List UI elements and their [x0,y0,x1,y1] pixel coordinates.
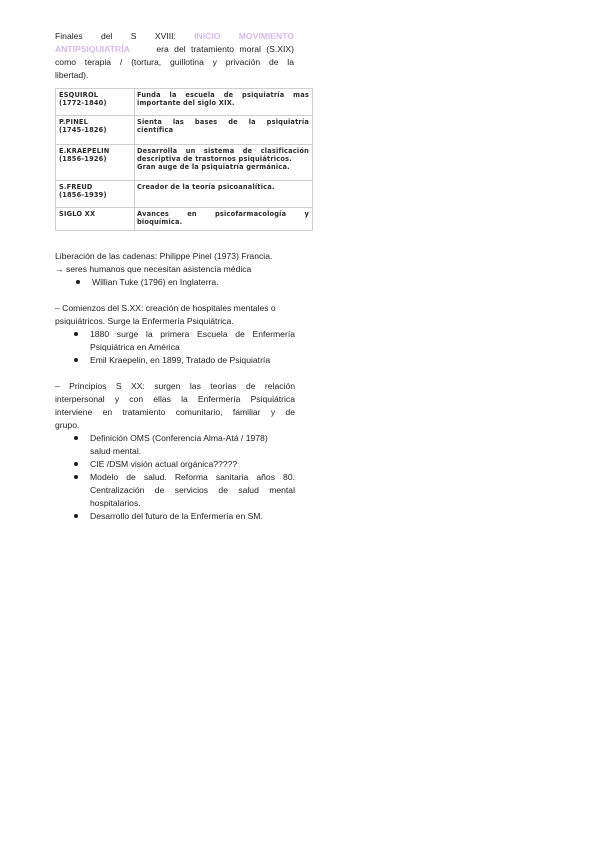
table-row [56,115,312,145]
principios-bullets [90,432,295,523]
liberacion-paragraph [55,250,305,276]
intro-line-3: como terapia / (tortura, guillotina y privación de la [55,57,294,67]
bullet-icon [74,332,78,336]
list-item-text: hospitalarios. [90,498,141,508]
bullet-icon [74,462,78,466]
table-desc-cell [137,147,309,171]
desc-line: Sienta las bases de la psiquiatría [137,118,309,126]
desc-line: Gran auge de la psiquiatría germánica. [137,163,290,171]
list-item [92,276,302,289]
desc-line: Desarrolla un sistema de clasificación [137,147,309,155]
list-item-text: Emil Kraepelin, en 1899, Tratado de Psiquiatría [90,355,271,365]
table-name-cell [59,147,131,163]
intro-line-2 [55,43,294,56]
list-item-text: Modelo de salud. Reforma sanitaria años 80. [90,472,295,482]
intro-line-4: libertad). [55,70,89,80]
name-line: S.FREUD [59,183,93,191]
list-item [90,510,295,523]
list-item [90,328,295,354]
bullet-icon [76,280,80,284]
list-item [90,432,295,458]
list-item-text: CIE /DSM visión actual orgánica????? [90,459,238,469]
name-line: SIGLO XX [59,210,96,218]
principios-line: interviene en tratamiento comunitario, familiar y de [55,407,295,417]
date-line: (1772-1840) [59,99,107,107]
bullet-icon [74,475,78,479]
desc-line: importante del siglo XIX. [137,99,235,107]
table-desc-cell [137,91,309,107]
comienzos-line-2: psiquiátricos. Surge la Enfermería Psiquiátrica. [55,316,234,326]
desc-line: Creador de la teoría psicoanalítica. [137,183,275,191]
list-item-text: Centralización de servicios de salud mental [90,485,295,495]
desc-line: descriptiva de trastornos psiquiátricos. [137,155,292,163]
bullet-icon [74,358,78,362]
table-desc-cell [137,183,309,191]
desc-line: científica [137,126,174,134]
liberacion-line-1: Liberación de las cadenas: Philippe Pinel (1973) Francia. [55,251,273,261]
liberacion-line-2: → seres humanos que necesitan asistencia médica [55,264,252,274]
comienzos-paragraph [55,302,305,328]
principios-line: interpersonal y con ellas la Enfermería Psiquiátrica [55,394,295,404]
intro-word: Finales [55,31,83,41]
highlight-word: MOVIMIENTO [238,31,294,41]
date-line: (1745-1826) [59,126,107,134]
table-name-cell [59,118,131,134]
table-name-cell [59,210,131,218]
date-line: (1856-1939) [59,191,107,199]
history-table [55,88,313,231]
table-desc-cell [137,210,309,226]
comienzos-bullets [90,328,295,367]
principios-line: – Principios S XX: surgen las teorías de relación [55,381,295,391]
principios-line: grupo. [55,420,80,430]
list-item-text: Willian Tuke (1796) en Inglaterra. [92,277,219,287]
intro-line-1 [55,30,294,43]
intro-word: XVIII: [154,31,176,41]
list-item-text: Psiquiátrica en América [90,342,180,352]
bullet-icon [74,514,78,518]
list-item-text: Definición OMS (Conferencia Alma-Atá / 1978) [90,433,268,443]
list-item [90,471,295,510]
desc-line: bioquímica. [137,218,183,226]
liberacion-bullets [92,276,302,289]
comienzos-line-1: – Comienzos del S.XX: creación de hospitales mentales o [55,303,276,313]
desc-line: Funda la escuela de psiquiatría mas [137,91,309,99]
table-row [56,89,312,115]
table-row [56,180,312,208]
table-row [56,144,312,181]
highlight-word: INICIO [194,31,221,41]
name-line: P.PINEL [59,118,89,126]
desc-line: Avances en psicofarmacología y [137,210,309,218]
table-row [56,207,312,231]
list-item-text: salud mental. [90,446,142,456]
intro-word: del [101,31,113,41]
principios-paragraph [55,380,295,432]
intro-text: era del tratamiento moral (S.XIX) [156,44,294,54]
list-item-text: 1880 surge la primera Escuela de Enfermería [90,329,295,339]
table-desc-cell [137,118,309,134]
highlight-word: ANTIPSIQUIATRÍA [55,44,130,54]
list-item-text: Desarrollo del futuro de la Enfermería en SM. [90,511,263,521]
table-name-cell [59,183,131,199]
intro-word: S [130,31,137,41]
name-line: E.KRAEPELIN [59,147,110,155]
list-item [90,354,295,367]
date-line: (1856-1926) [59,155,107,163]
table-name-cell [59,91,131,107]
list-item [90,458,295,471]
name-line: ESQUIROL [59,91,99,99]
bullet-icon [74,436,78,440]
intro-paragraph [55,30,294,82]
